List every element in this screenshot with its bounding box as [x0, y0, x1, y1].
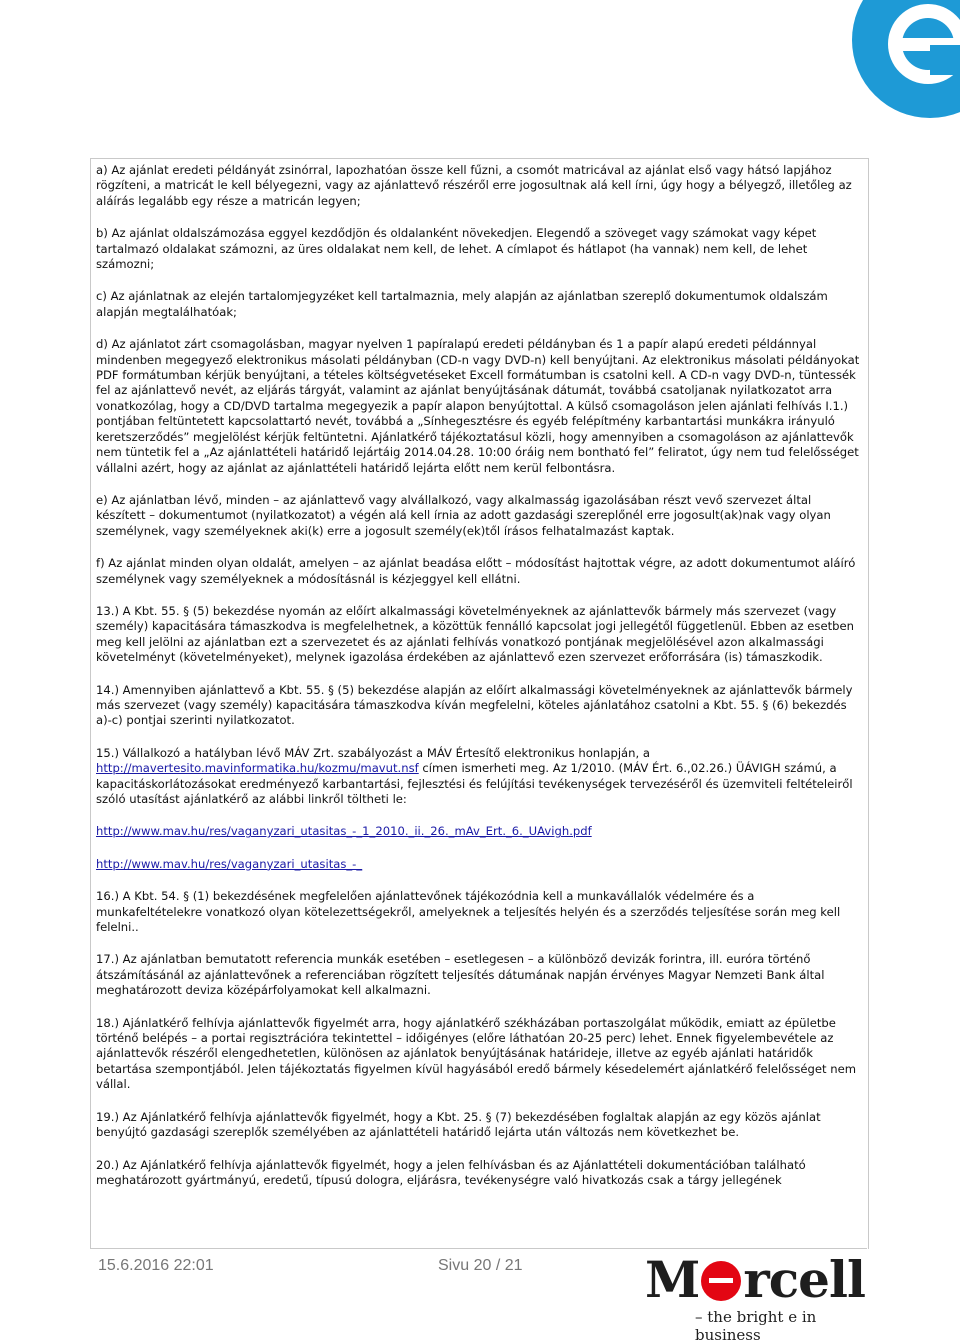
brand-wordmark: [645, 1250, 865, 1310]
brand-word-right: rcell: [743, 1250, 865, 1309]
paragraph-15-suffix: címen ismerheti meg. Az 1/2010. (MÁV Ért. 6.,02.26.) ÜÁVIGH számú, a kapacitáskorlátozásokat eredményező karbantartási, fejlesztési és felújítási tevékenységek tervezéséről és üzemviteli feltételeiről szóló utasítást ajánlatkérő az alábbi linkről töltheti le:: [96, 761, 853, 806]
brand-word-left: M: [645, 1250, 700, 1309]
paragraph-15: [96, 746, 864, 808]
vaganyzari-utasitas-pdf-link[interactable]: http://www.mav.hu/res/vaganyzari_utasitas_-_1_2010._ii._26._mAv_Ert._6._UAvigh.pdf: [96, 824, 592, 839]
paragraph-18: 18.) Ajánlatkérő felhívja ajánlattevők figyelmét arra, hogy ajánlatkérő székházában portaszolgálat működik, emiatt az épületbe történő belépés – a portai regisztrációra tekintettel – időigényes (előre láthatóan 20-25 perc) lehet. Ennek figyelembevétele az ajánlattevők részéről elengedhetetlen, különösen az ajánlatok benyújtásának határideje, illetve az egyéb ajánlati határidők betartása szempontjából. Jelen tájékoztatás figyelmen kívül hagyásából eredő bármely késedelemért ajánlatkérő felelősséget nem vállal.: [96, 1015, 857, 1092]
document-body: [96, 163, 864, 1205]
brand-e-icon: [701, 1261, 741, 1301]
paragraph-b: b) Az ajánlat oldalszámozása eggyel kezdődjön és oldalanként növekedjen. Elegendő a szöveget vagy számokat vagy képet tartalmazó oldalakat számozni, az üres oldalakat nem kell, de lehet. A címlapot és hátlapot (ha vannak) nem kell, de lehet számozni;: [96, 226, 817, 272]
footer-datetime: 15.6.2016 22:01: [98, 1257, 214, 1274]
paragraph-f: f) Az ajánlat minden olyan oldalát, amelyen – az ajánlat beadása előtt – módosítást hajtottak végre, az adott dokumentumot aláíró személynek vagy személyeknek a módosításnál is kézjeggyel kell ellátni.: [96, 556, 856, 586]
paragraph-19: 19.) Az Ajánlatkérő felhívja ajánlattevők figyelmét, hogy a Kbt. 25. § (7) bekezdésében foglaltak alapján az egy közös ajánlat benyújtó gazdasági szereplők személyében az ajánlattételi határidő lejárta után változás nem következhet be.: [96, 1109, 821, 1140]
marcell-logo: [645, 1250, 865, 1344]
paragraph-14: 14.) Amennyiben ajánlattevő a Kbt. 55. § (5) bekezdése alapján az előírt alkalmassági követelményeknek az ajánlattevők bármely más szervezet (vagy személy) kapacitására támaszkodva kíván megfelelni, köteles ajánlatához csatolni a Kbt. 55. § (6) bekezdés a)-c) pontjai szerinti nyilatkozatot.: [96, 682, 853, 728]
paragraph-17: 17.) Az ajánlatban bemutatott referencia munkák esetében – esetlegesen – a különböző devizák forintra, ill. euróra történő átszámításánál az ajánlattevőnek a referenciában rögzített teljesítés dátumának napján érvényes Magyar Nemzeti Bank által meghatározott deviza középárfolyamokat kell alkalmazni.: [96, 952, 825, 998]
brand-corner-logo-icon: [830, 0, 960, 118]
mavertesito-link[interactable]: http://mavertesito.mavinformatika.hu/kozmu/mavut.nsf: [96, 761, 419, 776]
paragraph-20: 20.) Az Ajánlatkérő felhívja ajánlattevők figyelmét, hogy a jelen felhívásban és az Ajánlattételi dokumentációban található meghatározott gyártmányú, eredetű, típusú dologra, eljárásra, tevékenységre való hivatkozás csak a tárgy jellegének: [96, 1157, 806, 1187]
paragraph-15-prefix: 15.) Vállalkozó a hatályban lévő MÁV Zrt. szabályozást a MÁV Értesítő elektronikus honlapján, a: [96, 745, 650, 760]
paragraph-d: d) Az ajánlatot zárt csomagolásban, magyar nyelven 1 papíralapú eredeti példányban és 1 a papír alapú eredeti példánnyal mindenben megegyező elektronikus másolati példányban (CD-n vagy DVD-n) kell benyújtani. Az elektronikus másolati példányokat PDF formátumban kérjük benyújtani, a tételes költségvetéseket Excell formátumban is csatolni kell. A CD-n vagy DVD-n, tüntessék fel az ajánlattevő nevét, az eljárás tárgyát, valamint az ajánlat benyújtásának dátumát, továbbá csatoljanak nyilatkozatot arra vonatkozólag, hogy a CD/DVD tartalma megegyezik a papír alapon benyújtottal. A külső csomagoláson jelen ajánlati felhívás I.1.) pontjában feltüntetett kapcsolattartó nevét, továbbá a „Sínhegesztésre és egyéb felépítmény karbantartási munkákra irányuló keretszerződés” megjelölést kérjük feltüntetni. Ajánlatkérő tájékoztatásul közli, hogy amennyiben a csomagoláson az ajánlattevők nem tüntetik fel a „Az ajánlattételi határidő lejártáig 2014.04.28. 10:00 óráig nem bontható fel” feliratot, úgy nem tud felelősséget vállalni azért, hogy az ajánlat az ajánlattételi határidő lejárta előtt nem kerül felbontásra.: [96, 337, 860, 475]
brand-tagline: – the bright e in business: [695, 1308, 817, 1344]
vaganyzari-utasitas-link[interactable]: http://www.mav.hu/res/vaganyzari_utasitas_-_: [96, 856, 363, 871]
paragraph-c: c) Az ajánlatnak az elején tartalomjegyzéket kell tartalmaznia, mely alapján az ajánlatban szereplő dokumentumok oldalszám alapján megtalálhatóak;: [96, 289, 828, 319]
paragraph-13: 13.) A Kbt. 55. § (5) bekezdése nyomán az előírt alkalmassági követelményeknek az ajánlattevők bármely más szervezet (vagy személy) kapacitására támaszkodva is megfelelhetnek, a közöttük fennálló kapcsolat jogi jellegétől függetlenül. Ebben az esetben meg kell jelölni az ajánlatban ezt a szervezetet és az ajánlati felhívás vonatkozó pontjának megjelölésével azon alkalmassági követelményt (követelményeket), melynek igazolása érdekében az ajánlattevő ezen szervezet erőforrására (is) támaszkodik.: [96, 603, 854, 665]
paragraph-e: e) Az ajánlatban lévő, minden – az ajánlattevő vagy alvállalkozó, vagy alkalmasság igazolásában részt vevő szervezet által készített – dokumentumot (nyilatkozatot) a végén alá kell írnia az adott gazdasági szereplőnél erre jogosult(ak)nak vagy olyan személynek, vagy személyeknek aki(k) erre a jogosult személy(ek)től írásos felhatalmazást kaptak.: [96, 492, 831, 538]
footer-page-number: Sivu 20 / 21: [438, 1257, 523, 1274]
footer-divider: [90, 1248, 867, 1249]
paragraph-16: 16.) A Kbt. 54. § (1) bekezdésének megfelelően ajánlattevőnek tájékozódnia kell a munkavállalók védelmére és a munkafeltételekre vonatkozó olyan kötelezettségekről, amelyeknek a teljesítés helyén és a szerződés teljesítése során meg kell felelni..: [96, 889, 841, 935]
paragraph-a: a) Az ajánlat eredeti példányát zsinórral, lapozhatóan össze kell fűzni, a csomót matricával az ajánlat első vagy hátsó lapjához rögzíteni, a matricát le kell bélyegezni, vagy az ajánlattevő részéről erre jogosultnak alá kell írni, úgy hogy a bélyegző, illetőleg az aláírás legalább egy része a matricán legyen;: [96, 163, 852, 208]
